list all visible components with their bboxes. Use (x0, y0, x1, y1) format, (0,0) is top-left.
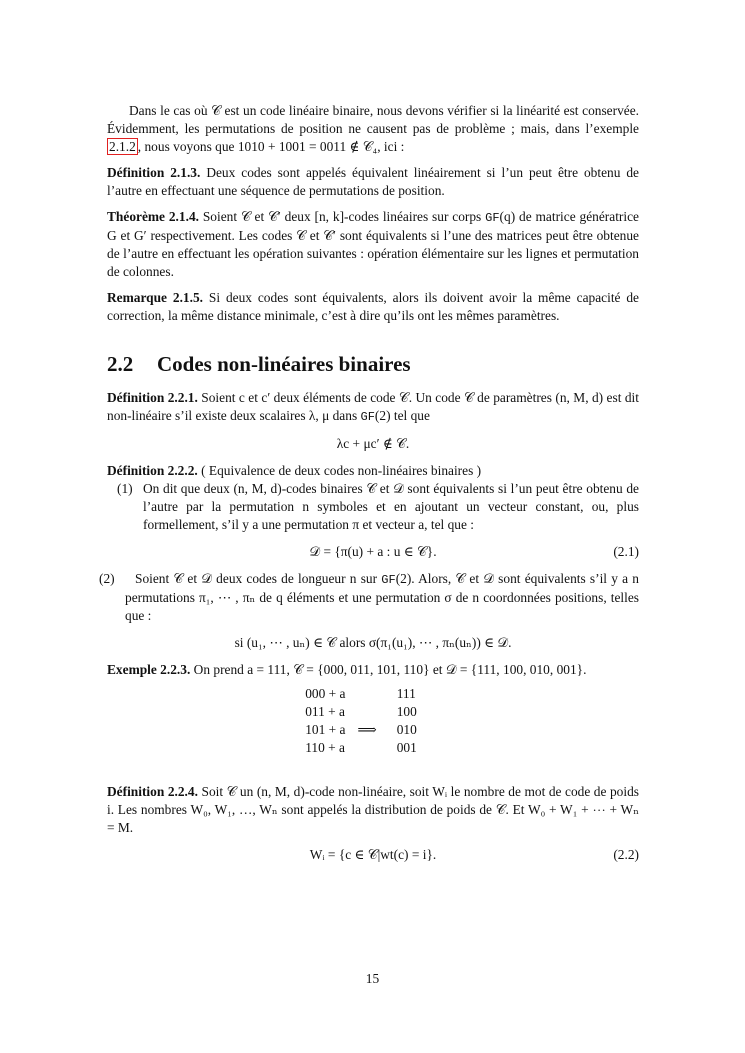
definition-2-2-4 (107, 783, 639, 837)
array-cell-right: 111 (396, 686, 416, 701)
definition-title: ( Equivalence de deux codes non-linéaires binaires ) (201, 463, 482, 478)
item-text-part: Soient 𝒞 et 𝒟 deux codes de longueur n sur (135, 571, 382, 586)
equation-nonlinear: λc + μc′ ∉ 𝒞. (336, 436, 410, 451)
definition-2-2-1 (107, 389, 639, 426)
intro-text: Dans le cas où 𝒞 est un code linéaire binaire, nous devons vérifier si la linéarité est conservée. Évidemment, les permutations de position ne causent pas de problème ; mais, dans l’exemple (107, 103, 639, 136)
equation-2-2 (107, 846, 639, 864)
remark-label: Remarque 2.1.5. (107, 290, 204, 305)
intro-text-end: , nous voyons que 1010 + 1001 = 0011 ∉ 𝒞₄, ici : (137, 139, 405, 154)
item-number: (1) (117, 481, 133, 496)
array-cell-arrow (351, 703, 382, 721)
definition-text: Soit 𝒞 un (n, M, d)-code non-linéaire, soit Wᵢ le nombre de mot de code de poids i. Les nombres W₀, W₁, …, Wₙ sont appelés la distribution de poids de 𝒞. Et W₀ + W₁ + ⋯ + Wₙ = M. (107, 784, 640, 835)
example-label: Exemple 2.2.3. (107, 662, 191, 677)
page-body (99, 102, 640, 873)
item-text-part-end: (2). Alors, 𝒞 et 𝒟 sont équivalents s’il y a n permutations π₁, ⋯ , πₙ de q éléments et une permutation σ de n coordonnées positions, telles que : (125, 571, 639, 623)
equation-body: Wᵢ = {c ∈ 𝒞|wt(c) = i}. (309, 847, 437, 862)
theorem-2-1-4 (107, 208, 639, 281)
gf-symbol: GF (360, 410, 375, 424)
array-cell-left: 011 + a (305, 704, 345, 719)
array-cell-right: 010 (396, 722, 417, 737)
gf-symbol: GF (381, 573, 396, 587)
array-cell-right: 100 (396, 704, 417, 719)
example-2-2-3 (107, 661, 639, 679)
equation-permutation: si (u₁, ⋯ , uₙ) ∈ 𝒞 alors σ(π₁(u₁), ⋯ , πₙ(uₙ)) ∈ 𝒟. (234, 635, 512, 650)
definition-label: Définition 2.2.4. (107, 784, 198, 799)
section-heading (107, 351, 639, 377)
array-cell-arrow (351, 685, 382, 703)
definition-2-2-2 (107, 462, 639, 480)
example-ref-link[interactable]: 2.1.2 (109, 139, 136, 154)
array-cell-left: 110 + a (305, 740, 345, 755)
list-item-1 (107, 480, 639, 534)
example-array (299, 685, 423, 757)
array-cell-arrow: ⟹ (357, 722, 377, 737)
definition-label: Définition 2.1.3. (107, 165, 201, 180)
item-text: On dit que deux (n, M, d)-codes binaires 𝒞 et 𝒟 sont équivalents si l’un peut être obtenu de l’autre par la permutation n symboles et en ajoutant un vecteur constant, ou, plus formellement, s’il y a une permutation π et vecteur a, tel que : (143, 481, 639, 532)
theorem-label: Théorème 2.1.4. (107, 209, 199, 224)
gf-symbol: GF (485, 211, 500, 225)
array-row (299, 739, 423, 757)
intro-paragraph (107, 102, 639, 156)
array-cell-arrow (351, 739, 382, 757)
array-cell-left: 000 + a (305, 686, 346, 701)
theorem-text-end: (q) de matrice génératrice G et G′ respectivement. Les codes 𝒞 et 𝒞′ sont équivalents si l’une des matrices peut être obtenue de l’autre en effectuant les opération suivantes : opération élémentaire sur les lignes et permutation de colonnes. (107, 209, 639, 279)
array-row (299, 721, 423, 739)
equation-2-1 (107, 543, 639, 561)
list-item-2 (99, 570, 639, 625)
section-number: 2.2 (107, 352, 134, 376)
array-cell-right: 001 (396, 740, 417, 755)
page-number: 15 (365, 971, 380, 986)
definition-text: Deux codes sont appelés équivalent linéairement si l’un peut être obtenu de l’autre en effectuant une séquence de permutations de position. (107, 165, 639, 198)
definition-text: Soient c et c′ deux éléments de code 𝒞. Un code 𝒞 de paramètres (n, M, d) est dit non-linéaire s’il existe deux scalaires λ, μ dans (107, 390, 639, 423)
definition-label: Définition 2.2.2. (107, 463, 198, 478)
item-text (125, 570, 639, 625)
equation-tag: (2.1) (613, 544, 639, 559)
remark-2-1-5 (107, 289, 639, 325)
array-row (299, 685, 423, 703)
section-title: Codes non-linéaires binaires (157, 352, 411, 376)
equation-tag: (2.2) (613, 847, 639, 862)
definition-label: Définition 2.2.1. (107, 390, 198, 405)
array-cell-left: 101 + a (305, 722, 346, 737)
item-number: (2) (99, 571, 115, 586)
theorem-text: Soient 𝒞 et 𝒞′ deux [n, k]-codes linéaires sur corps (202, 209, 486, 224)
array-row (299, 703, 423, 721)
remark-text: Si deux codes sont équivalents, alors ils doivent avoir la même capacité de correction, la même distance minimale, c’est à dire qu’ils ont les mêmes paramètres. (107, 290, 639, 323)
equation-body: 𝒟 = {π(u) + a : u ∈ 𝒞}. (309, 544, 437, 559)
definition-2-1-3 (107, 164, 639, 200)
definition-text-end: (2) tel que (374, 408, 430, 423)
example-text: On prend a = 111, 𝒞 = {000, 011, 101, 110} et 𝒟 = {111, 100, 010, 001}. (193, 662, 587, 677)
